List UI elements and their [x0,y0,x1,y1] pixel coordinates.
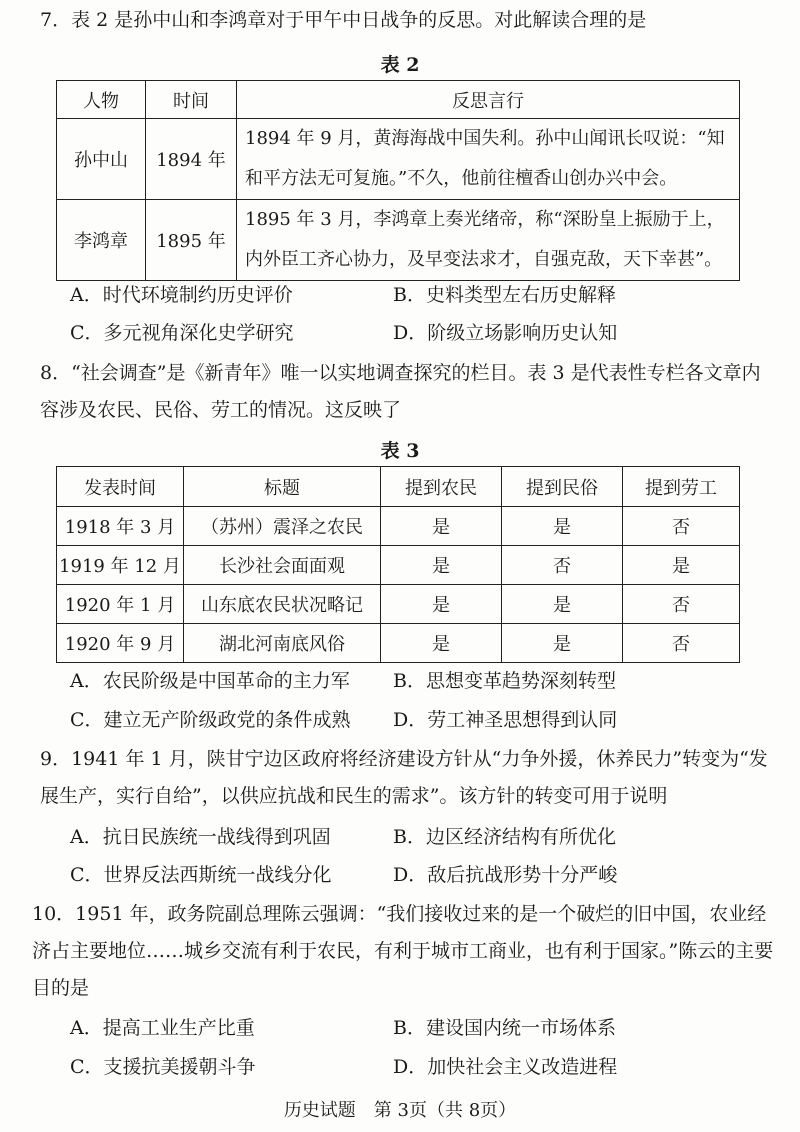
table-3-cell: 1920 年 9 月 [57,624,184,663]
table-3-header: 提到劳工 [623,467,740,507]
table-row [57,585,740,624]
option-a[interactable]: A．时代环境制约历史评价 [70,284,293,306]
table-2-year: 1894 年 [146,119,237,200]
table-2-person: 李鸿章 [57,200,146,281]
option-b[interactable]: B．史料类型左右历史解释 [393,284,616,306]
option-b[interactable]: B．思想变革趋势深刻转型 [393,670,616,692]
table-3-cell: 是 [502,507,623,546]
question-9-stem: 9．1941 年 1 月，陕甘宁边区政府将经济建设方针从“力争外援，休养民力”转变为“发展生产，实行自给”，以供应抗战和民生的需求”。该方针的转变可用于说明 [40,748,768,807]
table-2-header: 时间 [146,81,237,119]
table-2-caption: 表 2 [380,54,420,76]
option-a[interactable]: A．提高工业生产比重 [70,1017,255,1039]
option-c[interactable]: C．世界反法西斯统一战线分化 [70,864,332,886]
option-a[interactable]: A．抗日民族统一战线得到巩固 [70,826,331,848]
table-2-header: 反思言行 [237,81,740,119]
table-2-text: 1895 年 3 月，李鸿章上奏光绪帝，称“深盼皇上振励于上，内外臣工齐心协力，及早变法求才，自强克敌，天下幸甚”。 [237,200,740,281]
table-2-header: 人物 [57,81,146,119]
table-row [57,200,740,281]
option-b[interactable]: B．建设国内统一市场体系 [393,1017,616,1039]
table-3-cell: 否 [623,624,740,663]
table-3-cell: 湖北河南底风俗 [184,624,381,663]
page-footer: 历史试题 第 3页（共 8页） [283,1100,517,1121]
table-3-cell: 否 [502,546,623,585]
table-3 [56,466,740,663]
table-2 [56,80,740,281]
table-3-header: 发表时间 [57,467,184,507]
option-d[interactable]: D．敌后抗战形势十分严峻 [393,864,618,886]
table-row [57,624,740,663]
question-10-stem: 10．1951 年，政务院副总理陈云强调：“我们接收过来的是一个破烂的旧中国，农业经济占主要地位……城乡交流有利于农民，有利于城市工商业，也有利于国家。”陈云的主要目的是 [32,903,774,999]
table-3-cell: 是 [381,546,502,585]
question-8-stem: 8．“社会调查”是《新青年》唯一以实地调查探究的栏目。表 3 是代表性专栏各文章内容涉及农民、民俗、劳工的情况。这反映了 [40,362,761,421]
option-b[interactable]: B．边区经济结构有所优化 [393,826,616,848]
option-c[interactable]: C．多元视角深化史学研究 [70,322,294,344]
table-3-cell: 山东底农民状况略记 [184,585,381,624]
table-3-cell: 否 [623,507,740,546]
option-d[interactable]: D．劳工神圣思想得到认同 [393,709,618,731]
table-3-cell: 1920 年 1 月 [57,585,184,624]
table-3-cell: 是 [381,585,502,624]
table-3-cell: 1919 年 12 月 [57,546,184,585]
table-3-header: 提到民俗 [502,467,623,507]
table-2-year: 1895 年 [146,200,237,281]
table-row [57,119,740,200]
question-7-stem: 7．表 2 是孙中山和李鸿章对于甲午中日战争的反思。对此解读合理的是 [40,9,647,31]
table-2-text: 1894 年 9 月，黄海海战中国失利。孙中山闻讯长叹说：“知和平方法无可复施。”不久，他前往檀香山创办兴中会。 [237,119,740,200]
table-3-cell: 长沙社会面面观 [184,546,381,585]
option-c[interactable]: C．支援抗美援朝斗争 [70,1056,256,1078]
table-row [57,507,740,546]
table-3-cell: 是 [381,507,502,546]
table-3-cell: （苏州）震泽之农民 [184,507,381,546]
table-3-cell: 是 [623,546,740,585]
table-3-cell: 是 [502,585,623,624]
table-3-cell: 是 [381,624,502,663]
option-d[interactable]: D．加快社会主义改造进程 [393,1056,618,1078]
table-3-cell: 否 [623,585,740,624]
option-c[interactable]: C．建立无产阶级政党的条件成熟 [70,709,351,731]
table-3-header: 标题 [184,467,381,507]
table-3-cell: 是 [502,624,623,663]
table-row [57,546,740,585]
option-d[interactable]: D．阶级立场影响历史认知 [393,322,618,344]
table-2-person: 孙中山 [57,119,146,200]
table-3-caption: 表 3 [380,440,420,462]
table-3-header: 提到农民 [381,467,502,507]
table-3-cell: 1918 年 3 月 [57,507,184,546]
option-a[interactable]: A．农民阶级是中国革命的主力军 [70,670,350,692]
